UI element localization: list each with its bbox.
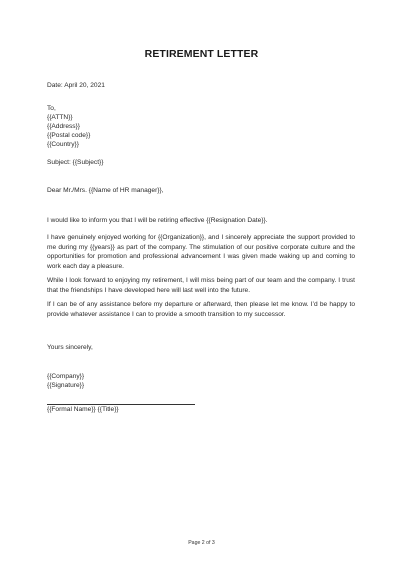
recipient-attn: {{ATTN}} [47,114,73,121]
recipient-postal-code: {{Postal code}} [47,132,91,139]
body-paragraph: If I can be of any assistance before my departure or afterward, then please let me know. I’d be happy to provide whatever assistance I can to provide a smooth transition to my successor. [47,301,355,318]
sender-company: {{Company}} [47,373,85,380]
letter-title: RETIREMENT LETTER [144,48,259,60]
letter-subject: Subject: {{Subject}} [47,159,104,166]
recipient-to-label: To, [47,105,56,112]
sender-formal-name-title: {{Formal Name}} {{Title}} [47,406,119,413]
letter-salutation: Dear Mr./Mrs. {{Name of HR manager}}, [47,187,164,194]
recipient-address: {{Address}} [47,123,80,130]
recipient-country: {{Country}} [47,141,79,148]
body-paragraph: I would like to inform you that I will be retiring effective {{Resignation Date}}. [47,217,268,224]
page-number: Page 2 of 3 [188,540,215,546]
body-paragraph: While I look forward to enjoying my retirement, I will miss being part of our team and the company. I trust that the friendships I have developed here will last well into the future. [47,277,355,294]
sender-signature: {{Signature}} [47,382,85,389]
letter-closing: Yours sincerely, [47,344,93,351]
letter-date: Date: April 20, 2021 [47,82,105,89]
body-paragraph: I have genuinely enjoyed working for {{Organization}}, and I sincerely appreciate the support provided to me during my {{years}} as part of the company. The stimulation of our positive corporate culture and the opportunities for promotion and professional advancement I was given made waking up and coming to work each day a pleasure. [47,234,355,270]
